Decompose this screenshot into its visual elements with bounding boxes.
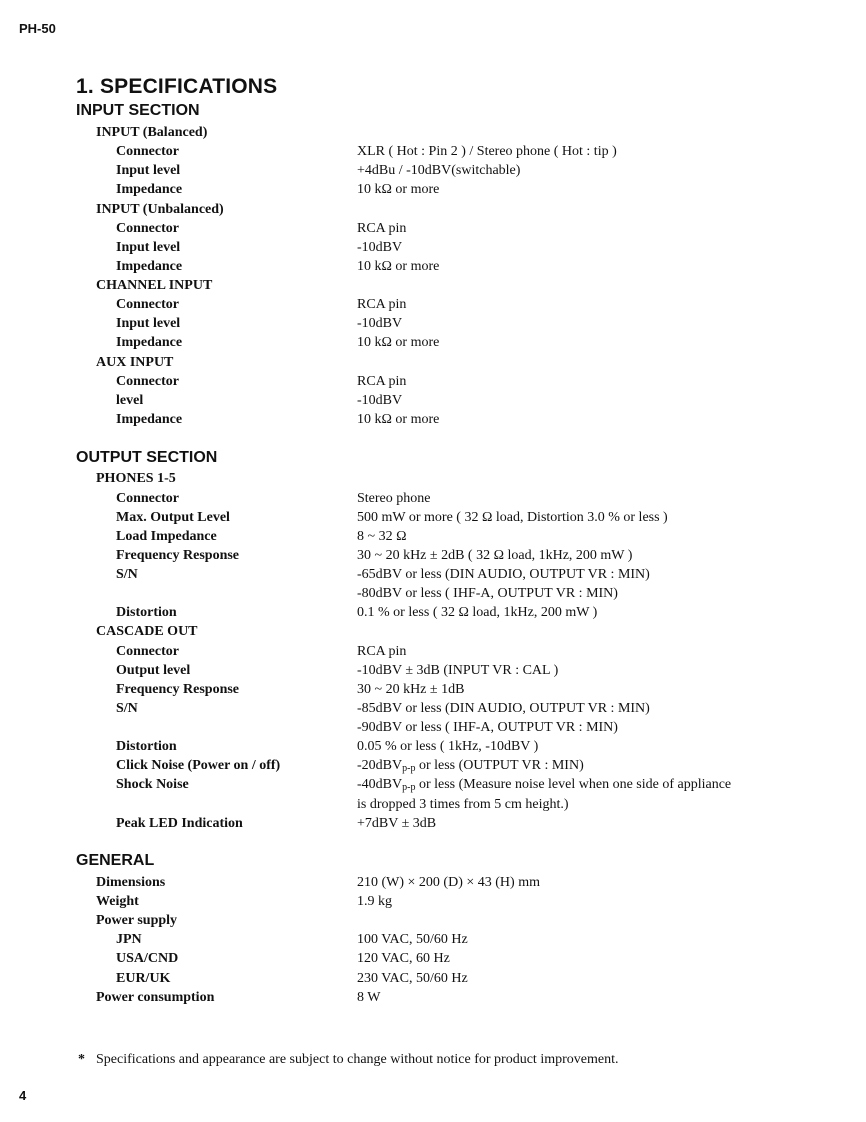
spec-label: Impedance <box>116 259 183 274</box>
page-title: 1. SPECIFICATIONS <box>76 75 278 98</box>
footnote-text: Specifications and appearance are subject to change without notice for product improvement. <box>96 1052 619 1067</box>
spec-value: 210 (W) × 200 (D) × 43 (H) mm <box>357 875 540 890</box>
spec-value: 100 VAC, 50/60 Hz <box>357 932 468 947</box>
spec-value: 0.05 % or less ( 1kHz, -10dBV ) <box>357 739 539 754</box>
spec-row <box>0 180 866 199</box>
spec-value: RCA pin <box>357 374 407 389</box>
spec-label: Dimensions <box>96 875 166 890</box>
spec-label: Power supply <box>96 913 178 928</box>
spec-row <box>0 699 866 718</box>
spec-label: Impedance <box>116 182 183 197</box>
spec-value: -10dBV <box>357 393 403 408</box>
value-text: -40dBV <box>357 777 403 792</box>
spec-label: Frequency Response <box>116 548 240 563</box>
spec-value: Stereo phone <box>357 491 431 506</box>
spec-row <box>0 642 866 661</box>
spec-row <box>0 257 866 276</box>
spec-label: level <box>116 393 144 408</box>
spec-label: Distortion <box>116 739 177 754</box>
spec-row <box>0 489 866 508</box>
spec-row <box>0 410 866 429</box>
footnote-asterisk: * <box>78 1052 85 1067</box>
aux-input-group <box>0 353 866 372</box>
spec-label: Connector <box>116 374 179 389</box>
spec-row-continued <box>0 718 866 737</box>
spec-label: Connector <box>116 221 179 236</box>
spec-row <box>0 314 866 333</box>
output-section-heading: OUTPUT SECTION <box>76 449 218 466</box>
spec-value: -10dBV <box>357 240 403 255</box>
input-section-heading: INPUT SECTION <box>76 102 200 119</box>
spec-label: JPN <box>116 932 142 947</box>
page-number: 4 <box>19 1088 27 1103</box>
spec-label: EUR/UK <box>116 971 171 986</box>
spec-row <box>0 508 866 527</box>
spec-value: -10dBV <box>357 316 403 331</box>
phones-group <box>0 469 866 488</box>
spec-row <box>0 527 866 546</box>
spec-label: Input level <box>116 316 181 331</box>
spec-row <box>0 295 866 314</box>
spec-row <box>0 988 866 1007</box>
value-text: or less (OUTPUT VR : MIN) <box>415 758 584 773</box>
spec-label: Connector <box>116 644 179 659</box>
input-balanced-group <box>0 123 866 142</box>
group-label: INPUT (Balanced) <box>96 125 208 140</box>
spec-label: Max. Output Level <box>116 510 230 525</box>
spec-value: 10 kΩ or more <box>357 335 440 350</box>
spec-row <box>0 142 866 161</box>
spec-row <box>0 680 866 699</box>
spec-row <box>0 930 866 949</box>
spec-label: Click Noise (Power on / off) <box>116 758 281 773</box>
spec-row <box>0 911 866 930</box>
spec-label: S/N <box>116 701 138 716</box>
spec-row <box>0 219 866 238</box>
spec-row <box>0 546 866 565</box>
spec-label: Connector <box>116 491 179 506</box>
cascade-out-group <box>0 622 866 641</box>
spec-label: S/N <box>116 567 138 582</box>
value-text: -20dBV <box>357 758 403 773</box>
spec-value: 120 VAC, 60 Hz <box>357 951 450 966</box>
spec-row <box>0 565 866 584</box>
spec-label: Connector <box>116 144 179 159</box>
spec-row <box>0 949 866 968</box>
spec-row <box>0 814 866 833</box>
spec-row-continued <box>0 584 866 603</box>
spec-label: Connector <box>116 297 179 312</box>
spec-value: 10 kΩ or more <box>357 412 440 427</box>
spec-value: 30 ~ 20 kHz ± 2dB ( 32 Ω load, 1kHz, 200 mW ) <box>357 548 633 563</box>
spec-row <box>0 333 866 352</box>
spec-value: 500 mW or more ( 32 Ω load, Distortion 3.0 % or less ) <box>357 510 668 525</box>
group-label: AUX INPUT <box>96 355 174 370</box>
spec-label: Weight <box>96 894 139 909</box>
spec-value: RCA pin <box>357 297 407 312</box>
spec-label: Power consumption <box>96 990 215 1005</box>
spec-value: 1.9 kg <box>357 894 392 909</box>
spec-row <box>0 873 866 892</box>
subscript: p-p <box>402 782 416 793</box>
spec-value: 8 W <box>357 990 381 1005</box>
spec-label: Impedance <box>116 412 183 427</box>
spec-value: -65dBV or less (DIN AUDIO, OUTPUT VR : MIN) <box>357 567 650 582</box>
spec-row <box>0 391 866 410</box>
group-label: CASCADE OUT <box>96 624 198 639</box>
spec-label: USA/CND <box>116 951 179 966</box>
spec-label: Load Impedance <box>116 529 217 544</box>
spec-value: 230 VAC, 50/60 Hz <box>357 971 468 986</box>
spec-row <box>0 603 866 622</box>
channel-input-group <box>0 276 866 295</box>
spec-row-continued <box>0 795 866 814</box>
spec-row <box>0 775 866 794</box>
spec-label: Output level <box>116 663 191 678</box>
subscript: p-p <box>402 763 416 774</box>
model-header: PH-50 <box>19 21 56 36</box>
spec-value: 10 kΩ or more <box>357 259 440 274</box>
spec-value: 0.1 % or less ( 32 Ω load, 1kHz, 200 mW ) <box>357 605 598 620</box>
spec-value: 8 ~ 32 Ω <box>357 529 407 544</box>
spec-value: -80dBV or less ( IHF-A, OUTPUT VR : MIN) <box>357 586 618 601</box>
spec-value <box>357 775 731 794</box>
spec-row <box>0 756 866 775</box>
spec-value: XLR ( Hot : Pin 2 ) / Stereo phone ( Hot : tip ) <box>357 144 617 159</box>
spec-row <box>0 372 866 391</box>
spec-label: Distortion <box>116 605 177 620</box>
input-unbalanced-group <box>0 200 866 219</box>
spec-value: 30 ~ 20 kHz ± 1dB <box>357 682 465 697</box>
spec-value: RCA pin <box>357 221 407 236</box>
group-label: CHANNEL INPUT <box>96 278 213 293</box>
spec-value: -90dBV or less ( IHF-A, OUTPUT VR : MIN) <box>357 720 618 735</box>
general-section-heading: GENERAL <box>76 852 155 869</box>
spec-value: RCA pin <box>357 644 407 659</box>
value-text: or less (Measure noise level when one side of appliance <box>415 777 732 792</box>
spec-label: Peak LED Indication <box>116 816 243 831</box>
spec-row <box>0 737 866 756</box>
spec-label: Input level <box>116 163 181 178</box>
spec-row <box>0 238 866 257</box>
spec-row <box>0 161 866 180</box>
spec-value: +4dBu / -10dBV(switchable) <box>357 163 521 178</box>
spec-label: Frequency Response <box>116 682 240 697</box>
spec-value <box>357 756 584 775</box>
spec-row <box>0 969 866 988</box>
spec-row <box>0 892 866 911</box>
spec-label: Input level <box>116 240 181 255</box>
group-label: INPUT (Unbalanced) <box>96 202 224 217</box>
spec-label: Impedance <box>116 335 183 350</box>
spec-value: 10 kΩ or more <box>357 182 440 197</box>
spec-value: -10dBV ± 3dB (INPUT VR : CAL ) <box>357 663 559 678</box>
spec-value: +7dBV ± 3dB <box>357 816 437 831</box>
spec-value: -85dBV or less (DIN AUDIO, OUTPUT VR : MIN) <box>357 701 650 716</box>
footnote <box>78 1052 618 1068</box>
group-label: PHONES 1-5 <box>96 471 176 486</box>
spec-value: is dropped 3 times from 5 cm height.) <box>357 797 569 812</box>
spec-label: Shock Noise <box>116 777 189 792</box>
spec-row <box>0 661 866 680</box>
